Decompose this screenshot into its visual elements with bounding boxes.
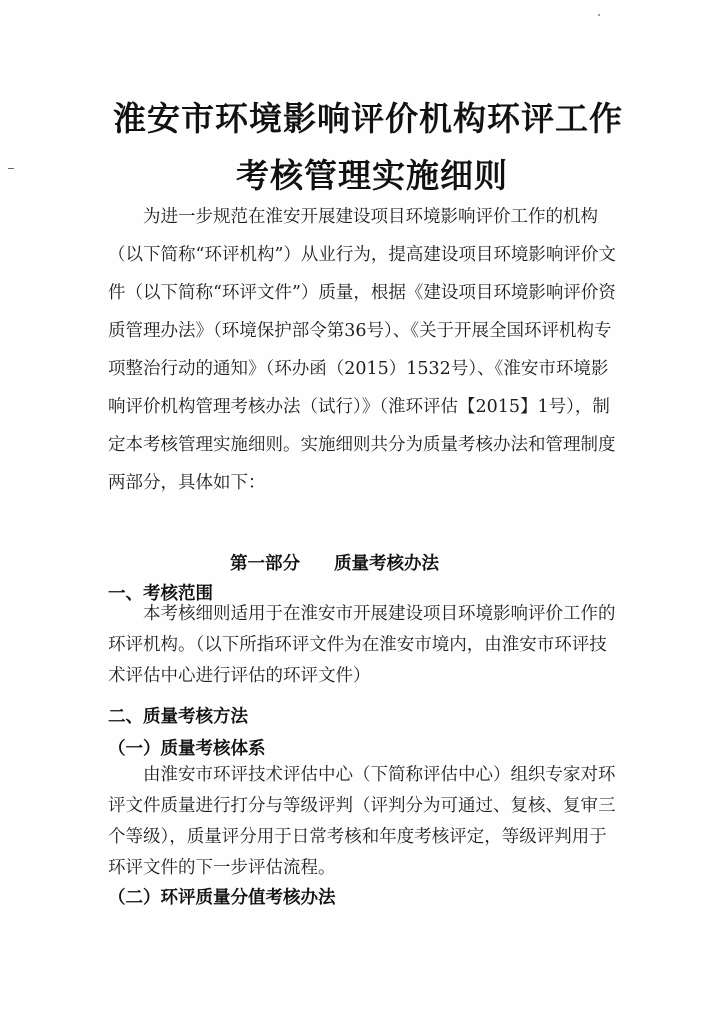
subsection-2-1-heading: （一）质量考核体系 — [108, 739, 266, 759]
intro-paragraph: 为进一步规范在淮安开展建设项目环境影响评价工作的机构（以下简称“环评机构”）从业行为，提高建设项目环境影响评价文件（以下简称“环评文件”）质量，根据《建设项目环境影响评价资质管理办法》（环境保护部令第36号）、《关于开展全国环评机构专项整治行动的通知》（环办函（2015）1532号）、《淮安市环境影响评价机构管理考核办法（试行）》（淮环评估【2015】1号），制定本考核管理实施细则。实施细则共分为质量考核办法和管理制度两部分，具体如下： — [108, 207, 616, 493]
section-2-heading: 二、质量考核方法 — [108, 707, 248, 727]
part-one-title — [230, 550, 439, 575]
part-one-label: 第一部分 — [230, 554, 300, 574]
section-1-heading: 一、考核范围 — [108, 584, 213, 604]
document-title-line-1: 淮安市环境影响评价机构环评工作 — [113, 99, 623, 138]
subsection-2-1-body: 由淮安市环评技术评估中心（下简称评估中心）组织专家对环评文件质量进行打分与等级评判（评判分为可通过、复核、复审三个等级），质量评分用于日常考核和年度考核评定，等级评判用于环评文件的下一步评估流程。 — [108, 765, 616, 878]
scan-dust-mark — [598, 14, 600, 16]
subsection-2-2-heading: （二）环评质量分值考核办法 — [108, 888, 336, 908]
part-one-name: 质量考核办法 — [334, 554, 439, 574]
document-title-line-2: 考核管理实施细则 — [236, 156, 508, 195]
section-1-body: 本考核细则适用于在淮安市开展建设项目环境影响评价工作的环评机构。（以下所指环评文件为在淮安市境内，由淮安市环评技术评估中心进行评估的环评文件） — [108, 604, 616, 686]
